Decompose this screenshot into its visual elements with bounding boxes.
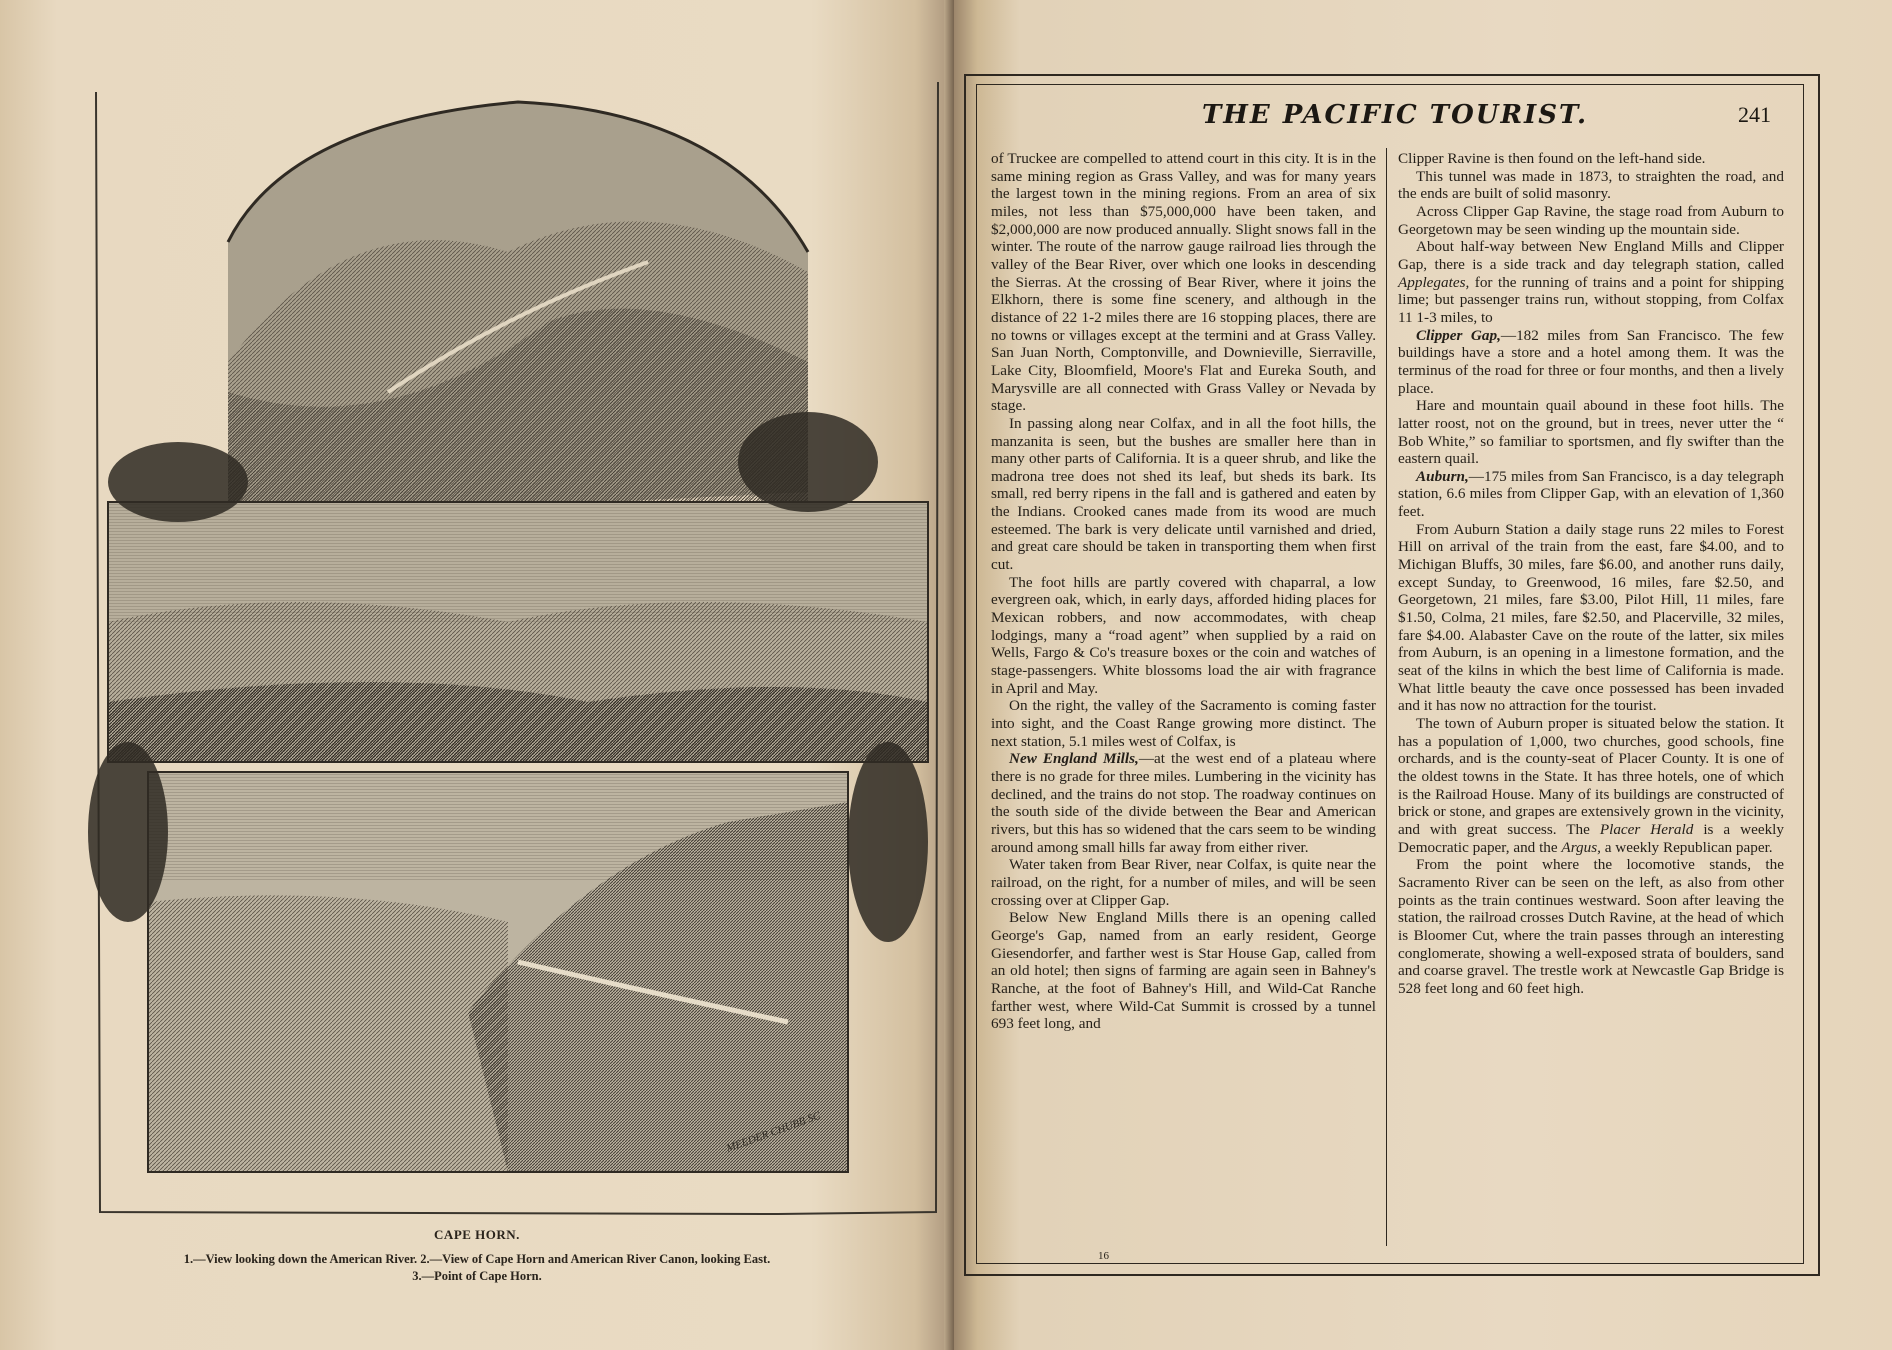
- text-column-2: [1398, 150, 1784, 998]
- scene-3-point-of-cape-horn: [148, 772, 848, 1172]
- paragraph: The foot hills are partly covered with chaparral, a low evergreen oak, which, in early days, afforded hiding places for Mexican robbers, and now accommodates, with cheap lodgings, many a “road agent” when supplied by a raid on Wells, Fargo & Co's treasure boxes or the coin and watches of stage-passengers. White blossoms load the air with fragrance in April and May.: [991, 573, 1376, 697]
- paragraph: Clipper Ravine is then found on the left-hand side.: [1398, 150, 1706, 167]
- paragraph: [1398, 238, 1784, 326]
- scene-2-cape-horn-canyon: [108, 502, 928, 762]
- cape-horn-illustration: [88, 62, 946, 1232]
- paragraph-body: for the running of trains and a point for shipping lime; but passenger trains run, without stopping, from Colfax 11 1-3 miles, to: [1398, 273, 1784, 326]
- station-heading: New England Mills,: [1009, 750, 1139, 768]
- engraving-plate: [88, 62, 946, 1232]
- paragraph-body: a weekly Republican paper.: [1600, 838, 1773, 856]
- paragraph: In passing along near Colfax, and in all the foot hills, the manzanita is seen, but the bushes are smaller here than in many other parts of California. It is a queer shrub, and like the madrona tree does not shed its leaf, but sheds its bark. Its small, red berry ripens in the fall and is gathered and eaten by the Indians. Crooked canes made from its wood are much esteemed. The bark is very delicate until varnished and dried, and great care should be taken in transporting them when first cut.: [991, 414, 1376, 574]
- running-head: THE PACIFIC TOURIST.: [1201, 100, 1589, 130]
- paragraph: Across Clipper Gap Ravine, the stage road from Auburn to Georgetown may be seen winding up the mountain side.: [1398, 202, 1784, 238]
- paragraph: of Truckee are compelled to attend court in this city. It is in the same mining region as Grass Valley, and was for many years the largest town in the mining regions. From an area of six miles, not less than $75,000,000 have been taken, and $2,000,000 are now produced annually. Slight snows fall in the winter. The route of the narrow gauge railroad lies through the valley of the Bear River, over which one looks in descending the Sierras. At the crossing of Bear River, where it joins the Elkhorn, there is some fine scenery, and although in the distance of 22 1-2 miles there are 16 stopping places, there are no towns or villages except at the termini and at Grass Valley. San Juan North, Comptonville, and Downieville, Sierraville, Lake City, Bloomfield, Moore's Flat and Eureka South, and Marysville are all connected with Grass Valley or Nevada by stage.: [991, 150, 1376, 415]
- station-heading: Auburn,: [1416, 467, 1469, 485]
- paragraph: From Auburn Station a daily stage runs 22 miles to Forest Hill on arrival of the train from the east, fare $4.00, and to Michigan Bluffs, 30 miles, fare $6.00, and another runs daily, except Sunday, to Greenwood, 16 miles, fare $2.50, and Georgetown, 21 miles, fare $3.00, Pilot Hill, 11 miles, fare $1.50, Colma, 21 miles, fare $2.50, and Placerville, 32 miles, fare $4.00. Alabaster Cave on the route of the latter, six miles from Auburn, is an opening in a limestone formation, and the seat of the kilns in which the best lime of California is made. What little beauty the cave once possessed has been invaded and it has now no attraction for the tourist.: [1398, 520, 1784, 715]
- paragraph-body: —182 miles from San Francisco. The few buildings have a store and a hotel among them. It was the terminus of the road for three or four months, and then a lively place.: [1398, 326, 1784, 397]
- paragraph: From the point where the locomotive stands, the Sacramento River can be seen on the left, as also from other points as the train continues westward. Soon after leaving the station, the railroad crosses Dutch Ravine, at the head of which is Bloomer Cut, where the train passes through an interesting conglomerate, showing a well-exposed strata of boulders, sand and coarse gravel. The trestle work at Newcastle Gap Bridge is 528 feet long and 60 feet high.: [1398, 856, 1784, 997]
- paragraph: This tunnel was made in 1873, to straighten the road, and the ends are built of solid masonry.: [1398, 167, 1784, 203]
- column-rule: [1386, 148, 1387, 1246]
- station-heading: Clipper Gap,: [1416, 326, 1501, 344]
- station-paragraph: [1398, 468, 1784, 521]
- paragraph-body: About half-way between New England Mills and Clipper Gap, there is a side track and day telegraph station, called: [1398, 238, 1784, 273]
- paragraph-body: —at the west end of a plateau where there is no grade for three miles. Lumbering in the vicinity has declined, and the trains do not stop. The roadway continues on the south side of the divide between the Bear and American rivers, but this has so widened that the cars seem to be winding around among small hills far away from either river.: [991, 750, 1377, 856]
- paragraph: [1398, 715, 1784, 856]
- paragraph-body: —175 miles from San Francisco, is a day telegraph station, 6.6 miles from Clipper Gap, with an elevation of 1,360 feet.: [1398, 467, 1784, 521]
- text-column-1: [991, 150, 1376, 1033]
- caption-line-2: 3.—Point of Cape Horn.: [412, 1269, 542, 1283]
- caption-line-1: 1.—View looking down the American River. 2.—View of Cape Horn and American River Canon, looking East.: [183, 1252, 771, 1266]
- paragraph: Water taken from Bear River, near Colfax, is quite near the railroad, on the right, for a number of miles, and will be seen crossing over at Clipper Gap.: [991, 856, 1376, 909]
- folio-signature: 16: [1098, 1250, 1109, 1262]
- newspaper-name: Placer Herald: [1599, 820, 1694, 838]
- page-number: 241: [1738, 102, 1771, 127]
- station-paragraph: [991, 750, 1376, 856]
- scene-1-american-river: [228, 102, 808, 562]
- paragraph-body: is a weekly Democratic paper, and the: [1398, 820, 1784, 856]
- newspaper-name: Argus,: [1561, 838, 1601, 856]
- engraver-signature: MEEDER CHUBB SC: [724, 1109, 823, 1155]
- paragraph-body: The town of Auburn proper is situated below the station. It has a population of 1,000, two churches, good schools, fine orchards, and is the county-seat of Placer County. It is one of the oldest towns in the State. It has three hotels, one of which is the Railroad House. Many of its buildings are constructed of brick or stone, and grapes are extensively grown in the vicinity, and with great success. The: [1398, 715, 1784, 838]
- paragraph: On the right, the valley of the Sacramento is coming faster into sight, and the Coast Range growing more distinct. The next station, 5.1 miles west of Colfax, is: [991, 697, 1376, 750]
- station-paragraph: [1398, 327, 1784, 398]
- station-name-emphasis: Applegates,: [1398, 273, 1470, 291]
- paragraph: Hare and mountain quail abound in these foot hills. The latter roost, not on the ground, but in trees, never utter the “ Bob White,” so familiar to sportsmen, and fly swifter than the eastern quail.: [1398, 397, 1784, 468]
- caption-title: CAPE HORN.: [434, 1227, 520, 1242]
- paragraph: Below New England Mills there is an opening called George's Gap, named from an early resident, George Giesendorfer, and farther west is Star House Gap, called from an old hotel; then signs of farming are again seen in Bahney's Ranche, at the foot of Bahney's Hill, and Wild-Cat Ranche farther west, where Wild-Cat Summit is crossed by a tunnel 693 feet long, and: [991, 909, 1376, 1033]
